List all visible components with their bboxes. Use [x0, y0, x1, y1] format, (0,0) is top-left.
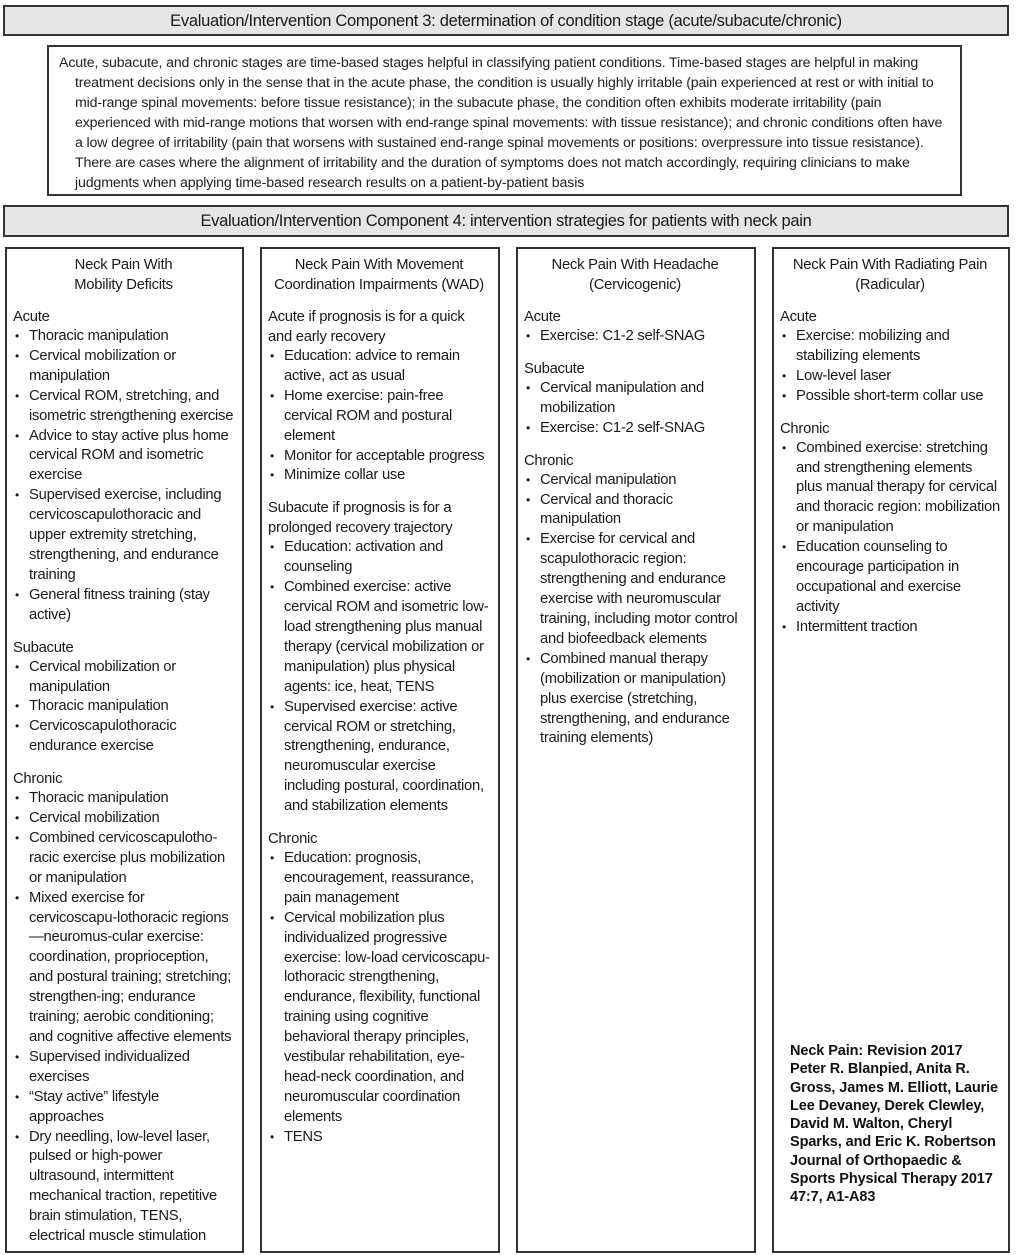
stage-section	[268, 498, 490, 817]
stage-title: Chronic	[13, 771, 63, 788]
intervention-item: • Combined cervicoscapulotho-racic exercise plus mobilization or manipulation	[13, 829, 234, 889]
stage-section	[268, 829, 490, 1148]
column-title-line-2: Coordination Impairments (WAD)	[274, 277, 484, 293]
intervention-list	[268, 849, 490, 1148]
citation-authors: Peter R. Blanpied, Anita R. Gross, James M. Elliott, Laurie Lee Devaney, Derek Clewley, David M. Walton, Cheryl Sparks, and Eric K. Robertson	[790, 1061, 999, 1151]
column-title	[524, 255, 746, 295]
intervention-item: • Combined manual therapy (mobilization or manipulation) plus exercise (stretching, strengthening, and endurance training elements)	[524, 650, 746, 750]
column-title-line-2: (Cervicogenic)	[589, 277, 681, 293]
intervention-item: • General fitness training (stay active)	[13, 586, 234, 626]
column-headache	[516, 247, 756, 1253]
intervention-item: • Combined exercise: stretching and strengthening elements plus manual therapy for cervical and thoracic region: mobilization or manipulation	[780, 439, 1000, 539]
stage-title: Acute if prognosis is for a quick and early recovery	[268, 309, 465, 345]
intervention-item: • Thoracic manipulation	[13, 697, 234, 717]
intervention-list	[524, 327, 746, 347]
stage-section	[524, 359, 746, 439]
column-title-line-1: Neck Pain With Radiating Pain	[792, 257, 988, 273]
column-movement-coordination	[260, 247, 500, 1253]
intervention-list	[780, 439, 1000, 638]
intervention-list	[268, 538, 490, 817]
column-title	[13, 255, 234, 295]
intervention-item: • Cervical mobilization or manipulation	[13, 347, 234, 387]
intervention-item: • Cervical mobilization	[13, 809, 234, 829]
stage-title: Subacute	[524, 360, 585, 377]
intervention-list	[13, 658, 234, 758]
stage-section	[13, 769, 234, 1247]
intervention-list	[268, 347, 490, 486]
intervention-item: • Education: prognosis, encouragement, reassurance, pain management	[268, 849, 490, 909]
intervention-item: • TENS	[268, 1128, 490, 1148]
stage-title: Acute	[780, 309, 817, 325]
column-title-line-1: Neck Pain With Headache	[551, 257, 719, 273]
column-title-line-1: Neck Pain With Movement	[294, 257, 464, 273]
intervention-item: • Cervical mobilization or manipulation	[13, 658, 234, 698]
stage-section	[780, 419, 1000, 638]
intervention-list	[780, 327, 1000, 407]
intervention-list	[13, 789, 234, 1247]
intervention-item: • Advice to stay active plus home cervical ROM and isometric exercise	[13, 427, 234, 487]
intervention-item: • Cervical ROM, stretching, and isometric strengthening exercise	[13, 387, 234, 427]
intervention-item: • Supervised exercise: active cervical ROM or stretching, strengthening, endurance, neuromuscular exercise including postural, coordination, and stabilization elements	[268, 698, 490, 817]
stage-title: Chronic	[268, 831, 318, 848]
intervention-item: • Combined exercise: active cervical ROM and isometric low-load strengthening plus manual therapy (cervical mobilization or manipulation) plus physical agents: ice, heat, TENS	[268, 578, 490, 697]
condition-stage-text: Acute, subacute, and chronic stages are time-based stages helpful in classifying patient conditions. Time-based stages are helpful in making treatment decisions only in the sense that in the acute phase, the condition is usually highly irritable (pain experienced at rest or with initial to mid-range spinal movements: before tissue resistance); in the subacute phase, the condition often exhibits moderate irritability (pain experienced with mid-range motions that worsen with end-range spinal movements: with tissue resistance); and chronic conditions often have a low degree of irritability (pain that worsens with sustained end-range spinal movements or positions: overpressure into tissue resistance). There are cases where the alignment of irritability and the duration of symptoms does not match accordingly, requiring clinicians to make judgments when applying time-based research results on a patient-by-patient basis	[59, 55, 943, 191]
stage-title: Acute	[524, 309, 561, 325]
intervention-item: • Cervical manipulation	[524, 471, 746, 491]
column-title-line-2: Mobility Deficits	[74, 277, 173, 293]
intervention-item: • Supervised exercise, including cervicoscapulothoracic and upper extremity stretching, strengthening, and endurance training	[13, 486, 234, 586]
intervention-item: • Possible short-term collar use	[780, 387, 1000, 407]
condition-stage-description	[47, 45, 962, 196]
citation	[790, 1042, 1005, 1207]
intervention-item: • Exercise for cervical and scapulothoracic region: strengthening and endurance exercise with neuromuscular training, including motor control and biofeedback elements	[524, 530, 746, 649]
column-title-line-2: (Radicular)	[855, 277, 925, 293]
column-title	[780, 255, 1000, 295]
intervention-item: • Cervical manipulation and mobilization	[524, 379, 746, 419]
intervention-item: • Cervicoscapulothoracic endurance exercise	[13, 717, 234, 757]
intervention-item: • Cervical mobilization plus individualized progressive exercise: low-load cervicoscapu-lothoracic strengthening, endurance, flexibility, functional training using cognitive behavioral therapy principles, vestibular rehabilitation, eye-head-neck coordination, and neuromuscular coordination elements	[268, 909, 490, 1128]
intervention-item: • Education: advice to remain active, act as usual	[268, 347, 490, 387]
intervention-list	[524, 471, 746, 750]
stage-section	[268, 307, 490, 486]
stage-section	[13, 307, 234, 626]
intervention-item: • Monitor for acceptable progress	[268, 447, 490, 467]
stage-section	[13, 638, 234, 758]
intervention-item: • Minimize collar use	[268, 466, 490, 486]
stage-title: Acute	[13, 309, 50, 325]
component-4-header: Evaluation/Intervention Component 4: intervention strategies for patients with neck pain	[3, 205, 1009, 237]
stage-section	[524, 451, 746, 750]
stage-section	[780, 307, 1000, 407]
stage-title: Chronic	[524, 452, 574, 469]
column-mobility-deficits	[5, 247, 244, 1253]
intervention-item: • Intermittent traction	[780, 618, 1000, 638]
stage-section	[524, 307, 746, 347]
intervention-item: • Home exercise: pain-free cervical ROM and postural element	[268, 387, 490, 447]
intervention-item: • Supervised individualized exercises	[13, 1048, 234, 1088]
stage-title: Subacute	[13, 639, 74, 656]
intervention-item: • Exercise: C1-2 self-SNAG	[524, 419, 746, 439]
stage-title: Subacute if prognosis is for a prolonged recovery trajectory	[268, 500, 453, 537]
intervention-item: • Mixed exercise for cervicoscapu-lothoracic regions—neuromus-cular exercise: coordination, proprioception, and postural training; stretching; strengthen-ing; endurance training; aerobic conditioning; and cognitive affective elements	[13, 889, 234, 1048]
intervention-list	[13, 327, 234, 626]
intervention-item: • Education: activation and counseling	[268, 538, 490, 578]
intervention-list	[524, 379, 746, 439]
citation-title: Neck Pain: Revision 2017	[790, 1043, 963, 1059]
intervention-item: • Thoracic manipulation	[13, 327, 234, 347]
intervention-item: • Cervical and thoracic manipulation	[524, 491, 746, 531]
intervention-item: • Low-level laser	[780, 367, 1000, 387]
stage-title: Chronic	[780, 420, 830, 437]
intervention-item: • Exercise: C1-2 self-SNAG	[524, 327, 746, 347]
intervention-item: • Dry needling, low-level laser, pulsed or high-power ultrasound, intermittent mechanical traction, repetitive brain stimulation, TENS, electrical muscle stimulation	[13, 1128, 234, 1247]
component-3-header: Evaluation/Intervention Component 3: determination of condition stage (acute/subacute/chronic)	[3, 5, 1009, 36]
intervention-item: • Education counseling to encourage participation in occupational and exercise activity	[780, 538, 1000, 618]
intervention-item: • Exercise: mobilizing and stabilizing elements	[780, 327, 1000, 367]
intervention-item: • Thoracic manipulation	[13, 789, 234, 809]
intervention-item: • “Stay active” lifestyle approaches	[13, 1088, 234, 1128]
column-title-line-1: Neck Pain With	[74, 257, 173, 273]
column-title	[268, 255, 490, 295]
citation-journal: Journal of Orthopaedic & Sports Physical Therapy 2017 47:7, A1-A83	[790, 1152, 993, 1206]
